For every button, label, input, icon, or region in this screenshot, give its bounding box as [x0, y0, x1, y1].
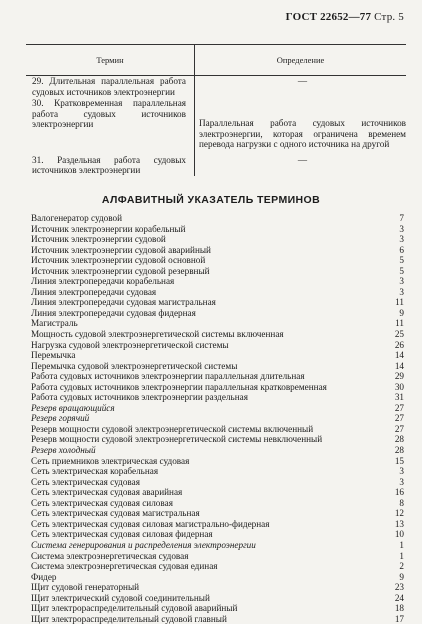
- table-row: [26, 150, 406, 176]
- index-term: Сеть электрическая судовая силовая: [31, 497, 173, 508]
- index-term: Система электроэнергетическая судовая единая: [31, 561, 218, 572]
- index-number: 13: [394, 518, 404, 529]
- index-term: Нагрузка судовой электроэнергетической системы: [31, 339, 229, 350]
- definition-cell: —: [297, 154, 308, 165]
- index-number: 15: [394, 455, 404, 466]
- index-term: Щит электрораспределительный судовой главный: [31, 613, 227, 624]
- index-entry: [31, 508, 404, 519]
- index-term: Щит судовой генераторный: [31, 582, 140, 593]
- index-entry: [31, 466, 404, 477]
- index-number: 5: [399, 265, 404, 276]
- index-number: 26: [394, 339, 404, 350]
- index-term: Система электроэнергетическая судовая: [31, 550, 189, 561]
- term-cell: 31. Раздельная работа судовых источников электроэнергии: [26, 150, 195, 176]
- index-number: 3: [399, 276, 404, 287]
- index-number: 27: [394, 402, 404, 413]
- index-entry: [31, 224, 404, 235]
- index-term: Резерв мощности судовой электроэнергетической системы невключенный: [31, 434, 323, 445]
- index-entry: [31, 603, 404, 614]
- index-entry: [31, 392, 404, 403]
- index-number: 23: [394, 582, 404, 593]
- index-entry: [31, 424, 404, 435]
- index-number: 11: [395, 318, 404, 329]
- index-term: Сеть электрическая судовая аварийная: [31, 487, 183, 498]
- term-cell: 30. Кратковременная параллельная работа судовых источников электроэнергии: [26, 97, 195, 150]
- index-term: Система генерирования и распределения электроэнергии: [31, 539, 256, 550]
- index-term: Источник электроэнергии судовой: [31, 234, 166, 245]
- index-entry: [31, 540, 404, 551]
- index-number: 24: [394, 592, 404, 603]
- index-number: 27: [394, 423, 404, 434]
- index-entry: [31, 382, 404, 393]
- index-number: 2: [399, 561, 404, 572]
- index-number: 3: [399, 466, 404, 477]
- index-number: 3: [399, 286, 404, 297]
- index-entry: [31, 213, 404, 224]
- index-number: 9: [399, 307, 404, 318]
- index-term: Щит электрический судовой соединительный: [31, 592, 210, 603]
- index-entry: [31, 413, 404, 424]
- index-entry: [31, 245, 404, 256]
- definition-cell: Параллельная работа судовых источников электроэнергии, которая ограничена временем перевода нагрузки с одного источника на другой: [199, 118, 406, 149]
- index-entry: [31, 498, 404, 509]
- index-term: Валогенератор судовой: [31, 213, 123, 223]
- table-row: [26, 76, 406, 98]
- index-number: 31: [394, 392, 404, 403]
- index-term: Сеть приемников электрическая судовая: [31, 455, 190, 466]
- index-entry: [31, 529, 404, 540]
- index-entry: [31, 403, 404, 414]
- index-number: 9: [399, 571, 404, 582]
- index-term: Сеть электрическая корабельная: [31, 466, 159, 477]
- index-term: Резерв холодный: [31, 445, 96, 456]
- index-entry: [31, 361, 404, 372]
- index-term: Фидер: [31, 571, 57, 582]
- index-term: Линия электропередачи корабельная: [31, 276, 175, 287]
- index-term: Сеть электрическая судовая: [31, 476, 140, 487]
- index-entry: [31, 487, 404, 498]
- index-number: 3: [399, 476, 404, 487]
- index-term: Источник электроэнергии судовой резервный: [31, 265, 210, 276]
- index-entry: [31, 551, 404, 562]
- index-title: АЛФАВИТНЫЙ УКАЗАТЕЛЬ ТЕРМИНОВ: [101, 194, 321, 206]
- index-entry: [31, 561, 404, 572]
- index-entry: [31, 456, 404, 467]
- index-entry: [31, 318, 404, 329]
- index-term: Сеть электрическая судовая силовая фидерная: [31, 529, 213, 540]
- terms-table: [26, 44, 406, 176]
- index-entry: [31, 350, 404, 361]
- index-term: Магистраль: [31, 318, 78, 329]
- doc-number: ГОСТ 22652—77: [285, 11, 372, 23]
- index-number: 17: [394, 613, 404, 624]
- index-number: 27: [394, 413, 404, 424]
- column-header-definitions: Определение: [195, 45, 407, 76]
- index-entry: [31, 234, 404, 245]
- index-entry: [31, 445, 404, 456]
- index-number: 18: [394, 603, 404, 614]
- index-term: Сеть электрическая судовая магистральная: [31, 508, 200, 519]
- index-term: Щит электрораспределительный судовой аварийный: [31, 603, 238, 614]
- index-number: 28: [394, 445, 404, 456]
- index-term: Мощность судовой электроэнергетической системы включенная: [31, 329, 284, 340]
- index-entry: [31, 519, 404, 530]
- index-term: Работа судовых источников электроэнергии раздельная: [31, 392, 248, 403]
- index-list: [31, 213, 404, 624]
- index-number: 1: [399, 550, 404, 561]
- index-term: Источник электроэнергии судовой основной: [31, 255, 206, 266]
- index-number: 12: [394, 508, 404, 519]
- index-term: Резерв горячий: [31, 413, 90, 424]
- index-number: 1: [399, 539, 404, 550]
- index-number: 25: [394, 329, 404, 340]
- index-entry: [31, 614, 404, 624]
- index-term: Источник электроэнергии корабельный: [31, 223, 186, 234]
- index-entry: [31, 340, 404, 351]
- index-entry: [31, 287, 404, 298]
- index-term: Линия электропередачи судовая: [31, 286, 157, 297]
- column-header-terms: Термин: [26, 45, 195, 76]
- index-term: Источник электроэнергии судовой аварийный: [31, 244, 211, 255]
- index-number: 3: [399, 223, 404, 234]
- definition-cell: —: [297, 76, 308, 86]
- index-number: 28: [394, 434, 404, 445]
- index-entry: [31, 582, 404, 593]
- index-entry: [31, 477, 404, 488]
- page-header: [286, 11, 404, 23]
- page-number: Стр. 5: [374, 11, 404, 23]
- index-entry: [31, 308, 404, 319]
- index-number: 3: [399, 234, 404, 245]
- index-number: 16: [394, 487, 404, 498]
- table-row: [26, 97, 406, 150]
- index-term: Резерв вращающийся: [31, 402, 115, 413]
- index-entry: [31, 329, 404, 340]
- index-term: Линия электропередачи судовая магистральная: [31, 297, 216, 308]
- index-number: 11: [395, 297, 404, 308]
- index-entry: [31, 255, 404, 266]
- term-cell: 29. Длительная параллельная работа судовых источников электроэнергии: [26, 76, 195, 98]
- index-entry: [31, 276, 404, 287]
- index-term: Работа судовых источников электроэнергии параллельная длительная: [31, 371, 305, 382]
- index-number: 8: [399, 497, 404, 508]
- index-number: 14: [394, 350, 404, 361]
- index-number: 10: [394, 529, 404, 540]
- index-term: Линия электропередачи судовая фидерная: [31, 307, 196, 318]
- index-number: 29: [394, 371, 404, 382]
- index-term: Перемычка: [31, 350, 76, 361]
- index-entry: [31, 297, 404, 308]
- index-entry: [31, 593, 404, 604]
- index-term: Перемычка судовой электроэнергетической системы: [31, 360, 238, 371]
- index-entry: [31, 572, 404, 583]
- index-number: 7: [399, 213, 404, 223]
- index-entry: [31, 434, 404, 445]
- index-number: 30: [394, 381, 404, 392]
- index-term: Работа судовых источников электроэнергии параллельная кратковременная: [31, 381, 327, 392]
- index-number: 14: [394, 360, 404, 371]
- index-entry: [31, 371, 404, 382]
- index-term: Сеть электрическая судовая силовая магистрально-фидерная: [31, 518, 270, 529]
- index-term: Резерв мощности судовой электроэнергетической системы включенный: [31, 423, 314, 434]
- index-number: 5: [399, 255, 404, 266]
- index-entry: [31, 266, 404, 277]
- index-number: 6: [399, 244, 404, 255]
